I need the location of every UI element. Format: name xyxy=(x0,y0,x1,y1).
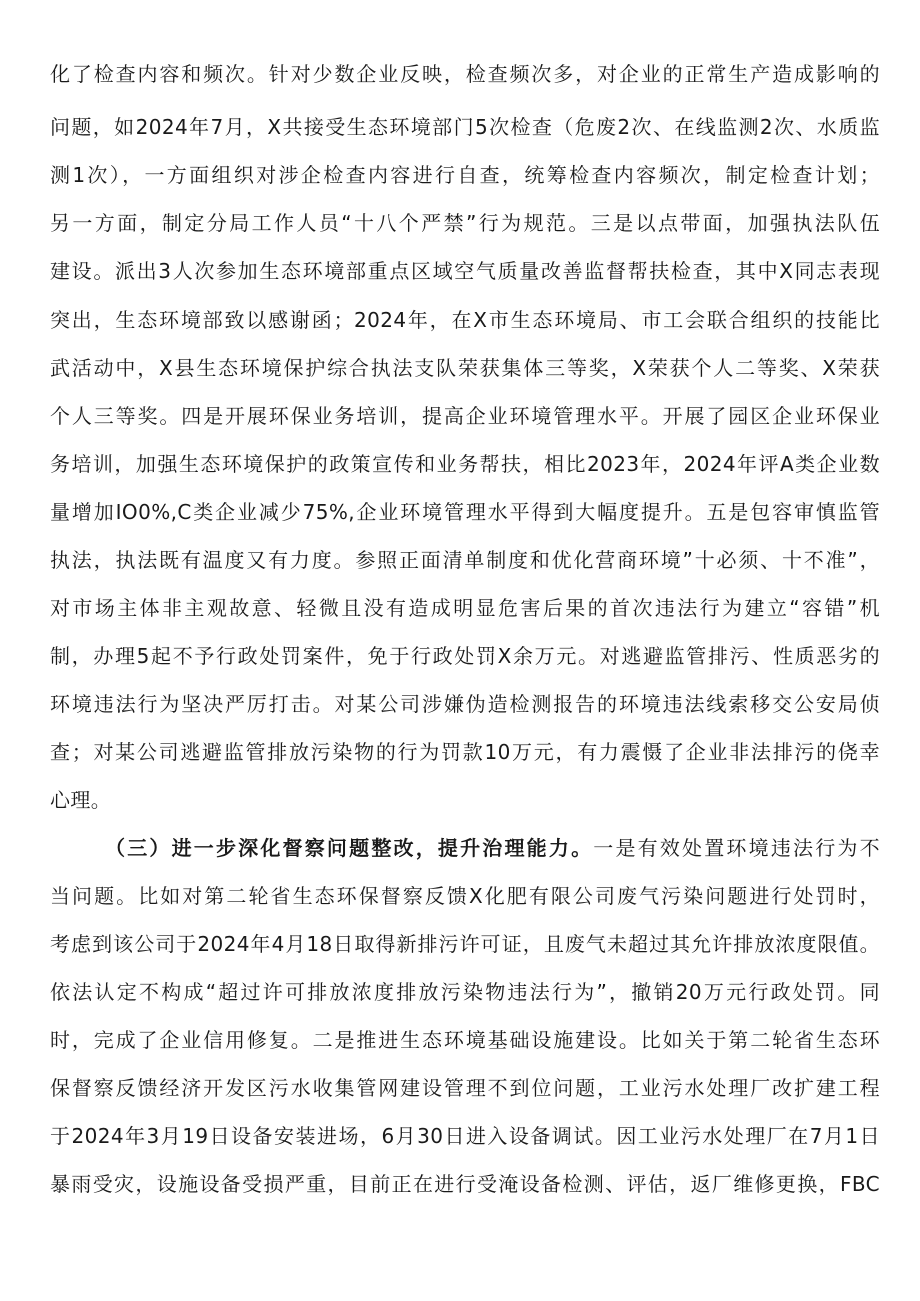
paragraph-line: 武活动中，X县生态环境保护综合执法支队荣获集体三等奖，X荣获个人二等奖、X荣获 xyxy=(50,356,880,380)
paragraph-line: 依法认定不构成“超过许可排放浓度排放污染物违法行为”，撤销20万元行政处罚。同 xyxy=(50,980,880,1004)
paragraph-line: 突出，生态环境部致以感谢函；2024年，在X市生态环境局、市工会联合组织的技能比 xyxy=(50,308,880,332)
paragraph-line: 暴雨受灾，设施设备受损严重，目前正在进行受淹设备检测、评估，返厂维修更换，FBC xyxy=(50,1172,880,1196)
paragraph-line: 考虑到该公司于2024年4月18日取得新排污许可证，且废气未超过其允许排放浓度限值。 xyxy=(50,932,880,956)
paragraph-first-line xyxy=(105,834,880,862)
section-heading: （三）进一步深化督察问题整改，提升治理能力。 xyxy=(105,836,594,860)
paragraph-line-rest: 一是有效处置环境违法行为不 xyxy=(593,836,880,860)
paragraph-line: 测1次），一方面组织对涉企检查内容进行自查，统筹检查内容频次，制定检查计划； xyxy=(50,163,880,187)
paragraph-line: 时，完成了企业信用修复。二是推进生态环境基础设施建设。比如关于第二轮省生态环 xyxy=(50,1028,880,1052)
paragraph-line: 心理。 xyxy=(50,788,112,812)
paragraph-line: 个人三等奖。四是开展环保业务培训，提高企业环境管理水平。开展了园区企业环保业 xyxy=(50,404,880,428)
paragraph-line: 务培训，加强生态环境保护的政策宣传和业务帮扶，相比2023年，2024年评A类企业数 xyxy=(50,452,880,476)
paragraph-line: 问题，如2024年7月，X共接受生态环境部门5次检查（危废2次、在线监测2次、水质监 xyxy=(50,115,880,139)
paragraph-line: 化了检查内容和频次。针对少数企业反映，检查频次多，对企业的正常生产造成影响的 xyxy=(50,62,880,86)
paragraph-line: 保督察反馈经济开发区污水收集管网建设管理不到位问题，工业污水处理厂改扩建工程 xyxy=(50,1076,880,1100)
paragraph-line: 环境违法行为坚决严厉打击。对某公司涉嫌伪造检测报告的环境违法线索移交公安局侦 xyxy=(50,692,880,716)
paragraph-line: 当问题。比如对第二轮省生态环保督察反馈X化肥有限公司废气污染问题进行处罚时， xyxy=(50,884,880,908)
paragraph-line: 制，办理5起不予行政处罚案件，免于行政处罚X余万元。对逃避监管排污、性质恶劣的 xyxy=(50,644,880,668)
paragraph-line: 查；对某公司逃避监管排放污染物的行为罚款10万元，有力震慑了企业非法排污的侥幸 xyxy=(50,740,880,764)
paragraph-line: 另一方面，制定分局工作人员“十八个严禁”行为规范。三是以点带面，加强执法队伍 xyxy=(50,211,880,235)
paragraph-line: 执法，执法既有温度又有力度。参照正面清单制度和优化营商环境”十必须、十不准”， xyxy=(50,548,880,572)
paragraph-line: 建设。派出3人次参加生态环境部重点区域空气质量改善监督帮扶检查，其中X同志表现 xyxy=(50,259,880,283)
paragraph-line: 于2024年3月19日设备安装进场，6月30日进入设备调试。因工业污水处理厂在7月1日 xyxy=(50,1124,880,1148)
paragraph-line: 对市场主体非主观故意、轻微且没有造成明显危害后果的首次违法行为建立“容错”机 xyxy=(50,596,881,620)
paragraph-line: 量增加IO0%,C类企业减少75%,企业环境管理水平得到大幅度提升。五是包容审慎监管 xyxy=(50,500,880,524)
